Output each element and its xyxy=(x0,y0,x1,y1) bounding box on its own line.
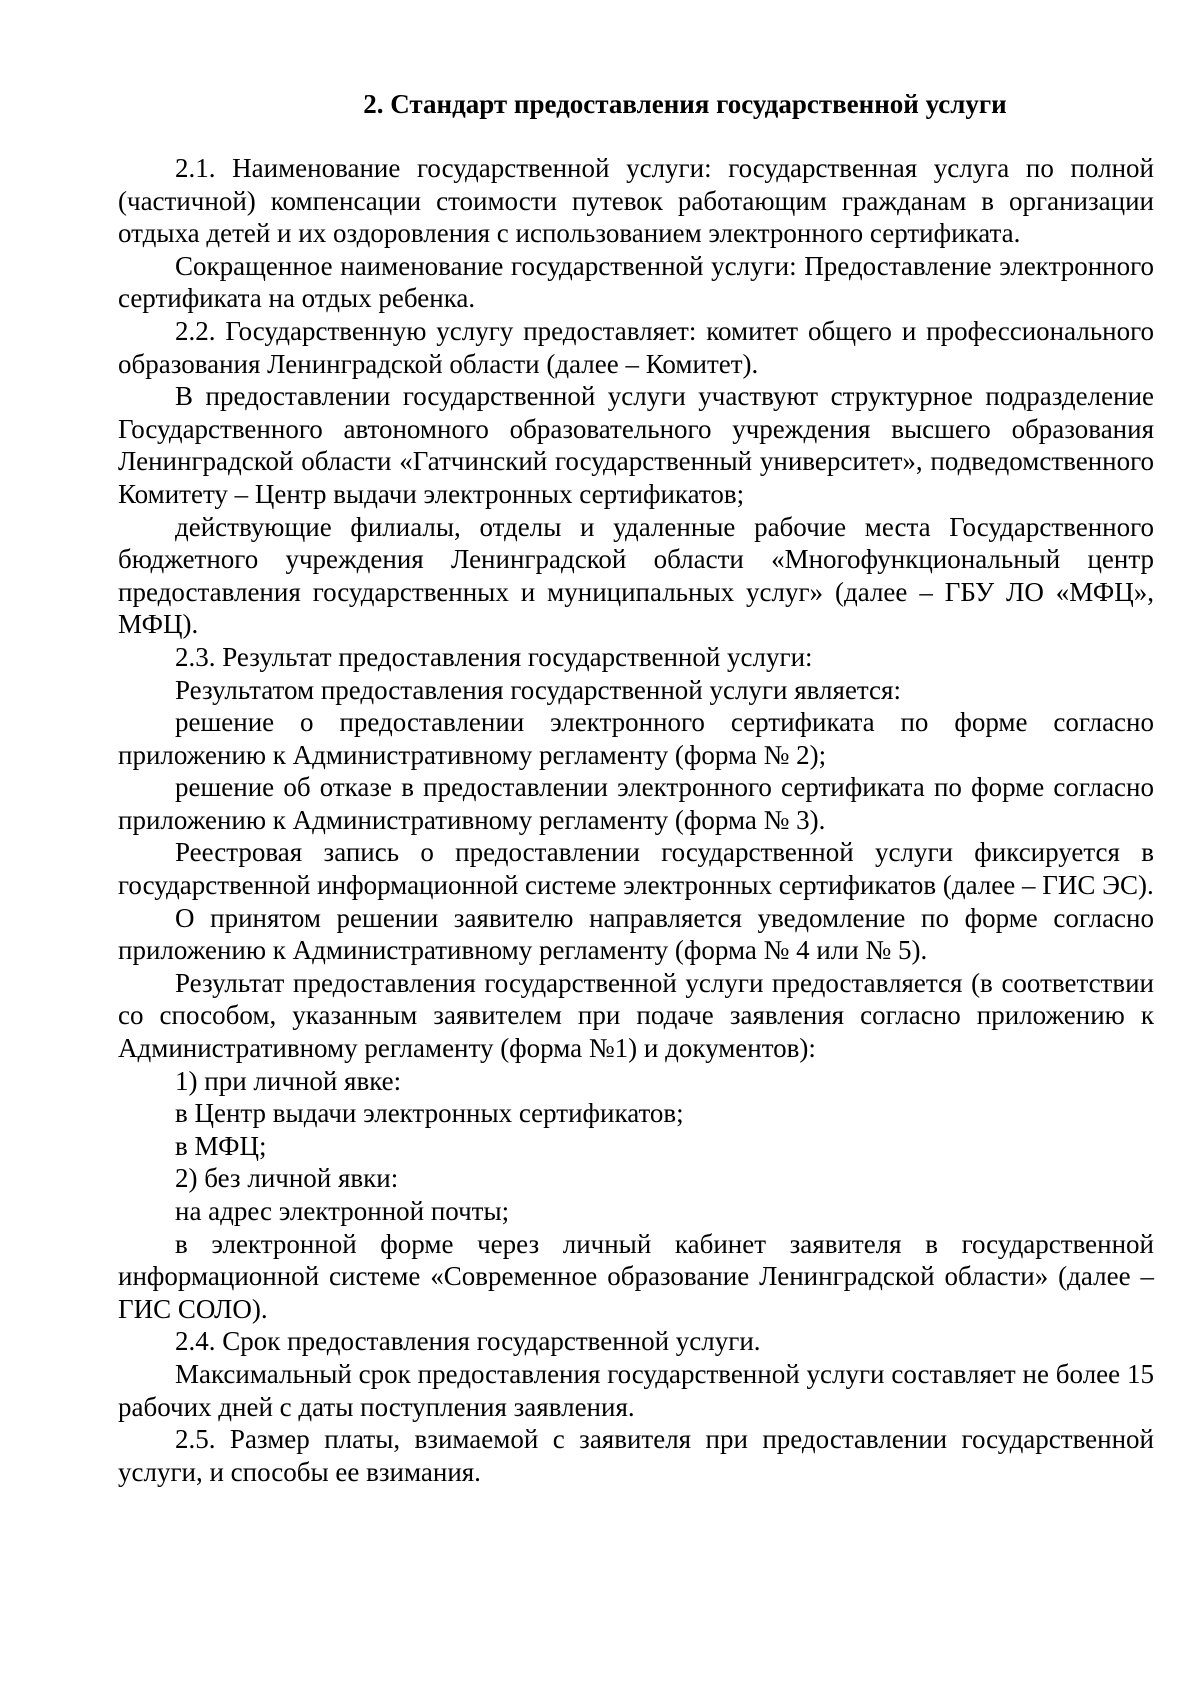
list-item-email: на адрес электронной почты; xyxy=(175,1196,510,1226)
paragraph-short-name: Сокращенное наименование государственной услуги: Предоставление электронного сертификата на отдых ребенка. xyxy=(118,250,1154,314)
list-item-mfc: в МФЦ; xyxy=(175,1130,267,1161)
paragraph-registry: Реестровая запись о предоставлении государственной услуги фиксируется в государственной информационной системе электронных сертификатов (далее – ГИС ЭС). xyxy=(118,837,1154,901)
section-title: 2. Стандарт предоставления государственной услуги xyxy=(363,89,1007,119)
paragraph-mfc: действующие филиалы, отделы и удаленные рабочие места Государственного бюджетного учреждения Ленинградской области «Многофункциональный центр предоставления государственных и муниципальных услуг» (далее – ГБУ ЛО «МФЦ», МФЦ). xyxy=(118,511,1154,640)
paragraph-2-1: 2.1. Наименование государственной услуги: государственная услуга по полной (частичной) компенсации стоимости путевок работающим гражданам в организации отдыха детей и их оздоровления с использованием электронного сертификата. xyxy=(118,153,1154,249)
paragraph-2-4: 2.4. Срок предоставления государственной услуги. xyxy=(175,1326,761,1357)
list-item-gis-solo: в электронной форме через личный кабинет заявителя в государственной информационной системе «Современное образование Ленинградской области» (далее – ГИС СОЛО). xyxy=(118,1228,1154,1324)
paragraph-result-delivery: Результат предоставления государственной услуги предоставляется (в соответствии со способом, указанным заявителем при подаче заявления согласно приложению к Административному регламенту (форма №1) и документов): xyxy=(118,967,1154,1064)
paragraph-participants: В предоставлении государственной услуги участвуют структурное подразделение Государственного автономного образовательного учреждения высшего образования Ленинградской области «Гатчинский государственный университет», подведомственного Комитету – Центр выдачи электронных сертификатов; xyxy=(118,381,1154,509)
document-body xyxy=(118,152,1154,1488)
list-item-in-person: 1) при личной явке: xyxy=(175,1065,402,1096)
paragraph-result-intro: Результатом предоставления государственной услуги является: xyxy=(175,674,901,705)
paragraph-notification: О принятом решении заявителю направляется уведомление по форме согласно приложению к Административному регламенту (форма № 4 или № 5). xyxy=(118,902,1154,966)
list-item-remote: 2) без личной явки: xyxy=(175,1163,399,1194)
list-item-center: в Центр выдачи электронных сертификатов; xyxy=(175,1098,684,1129)
paragraph-2-2: 2.2. Государственную услугу предоставляет: комитет общего и профессионального образования Ленинградской области (далее – Комитет). xyxy=(118,315,1154,379)
paragraph-result-grant: решение о предоставлении электронного сертификата по форме согласно приложению к Административному регламенту (форма № 2); xyxy=(118,707,1154,770)
paragraph-2-5: 2.5. Размер платы, взимаемой с заявителя при предоставлении государственной услуги, и способы ее взимания. xyxy=(118,1424,1154,1487)
paragraph-2-3: 2.3. Результат предоставления государственной услуги: xyxy=(175,641,813,672)
paragraph-max-term: Максимальный срок предоставления государственной услуги составляет не более 15 рабочих дней с даты поступления заявления. xyxy=(118,1358,1154,1422)
paragraph-result-refusal: решение об отказе в предоставлении электронного сертификата по форме согласно приложению к Административному регламенту (форма № 3). xyxy=(118,772,1154,835)
